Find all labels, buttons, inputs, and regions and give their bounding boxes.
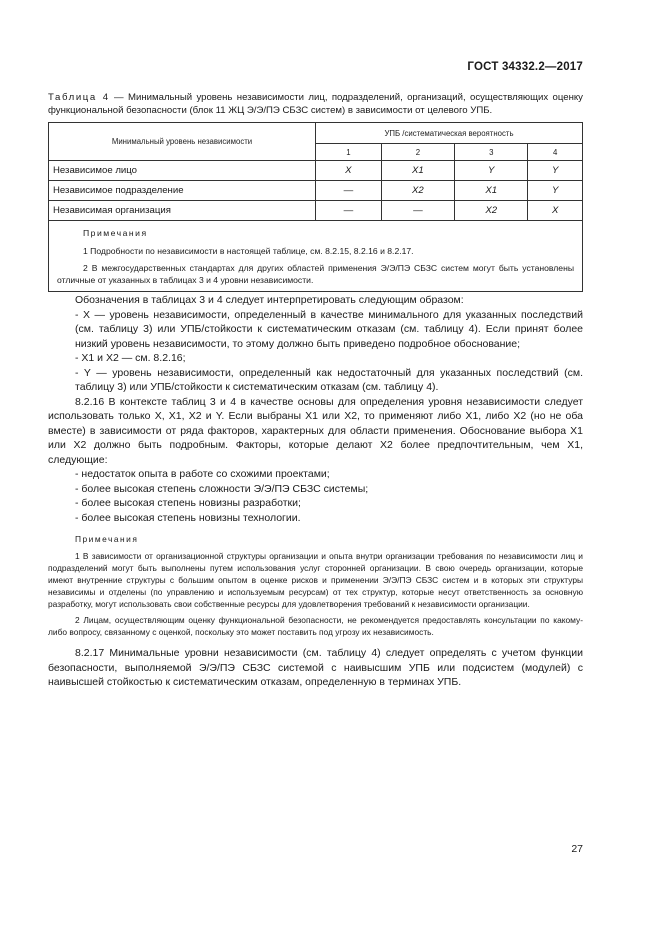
col-number-1: 1 — [316, 144, 382, 161]
factor-item: - более высокая степень сложности Э/Э/ПЭ СБЗС системы; — [75, 482, 369, 495]
definition-x1-x2: - X1 и X2 — см. 8.2.16; — [75, 352, 186, 364]
table-cell: — — [316, 201, 382, 221]
table-notes-title: Примечания — [83, 228, 148, 238]
note-2: 2 Лицам, осуществляющим оценку функциональной безопасности, не рекомендуется предоставлять консультации по какому-либо вопросу, связанному с оценкой, поскольку это может поставить под угрозу их независимость. — [48, 615, 583, 637]
factor-item: - недостаток опыта в работе со схожими проектами; — [75, 468, 330, 480]
standard-header: ГОСТ 34332.2—2017 — [467, 61, 583, 73]
table-cell: Y — [528, 161, 583, 181]
table-note-2: 2 В межгосударственных стандартах для других областей применения Э/Э/ПЭ СБЗС систем могут быть установлены отличные от указанных в таблицах 3 и 4 уровни независимости. — [57, 263, 574, 285]
table-cell: X1 — [381, 161, 454, 181]
table-notes — [49, 221, 583, 292]
header-min-level: Минимальный уровень независимости — [49, 123, 316, 161]
row-label: Независимая организация — [49, 201, 316, 221]
header-upb-group: УПБ /систематическая вероятность — [316, 123, 583, 144]
table-cell: X1 — [455, 181, 528, 201]
table-cell: X2 — [455, 201, 528, 221]
table-cell: X — [316, 161, 382, 181]
independence-table — [48, 122, 583, 292]
notes-title: Примечания — [75, 534, 139, 544]
table-cell: X2 — [381, 181, 454, 201]
note-1: 1 В зависимости от организационной структуры организации и опыта внутри организации требования по независимости лиц и подразделений могут быть выполнены путем использования услуг сторонней организации. В свою очередь организации, которые имеют внутренние структуры с большим опытом в оценке рисков и применении Э/Э/ПЭ СБЗС систем и в которых эти структуры независимы и отделены (по управлению и используемым ресурсам) от тех структур, которые несут ответственность за основную разработку, могут использовать свои собственные ресурсы для удовлетворения требований к независимости организации. — [48, 551, 583, 609]
definition-y: - Y — уровень независимости, определенный как недостаточный для указанных последствий (см. таблицу 3) или УПБ/стойкости к систематическим отказам (см. таблицу 4). — [75, 366, 583, 393]
row-label: Независимое подразделение — [49, 181, 316, 201]
table-row — [49, 181, 583, 201]
page-number: 27 — [571, 843, 583, 855]
intro-paragraph: Обозначения в таблицах 3 и 4 следует интерпретировать следующим образом: — [75, 294, 464, 306]
table-cell: — — [381, 201, 454, 221]
table-caption — [48, 92, 583, 117]
table-caption-text: — Минимальный уровень независимости лиц, подразделений, организаций, осуществляющих оценку функциональной безопасности (блок 11 ЖЦ Э/Э/ПЭ СБЗС систем) в зависимости от целевого УПБ. — [48, 92, 583, 116]
notes-block — [48, 533, 583, 638]
definition-x: - X — уровень независимости, определенный в качестве минимального для указанных последствий (см. таблицу 3) или УПБ/стойкости к систематическим отказам (см. таблицу 4). Если принят более низкий уровень независимости, то этому должно быть приведено подробное обоснование; — [75, 308, 583, 350]
table-cell: X — [528, 201, 583, 221]
table-cell: Y — [528, 181, 583, 201]
body-text — [48, 293, 583, 690]
table-cell: Y — [455, 161, 528, 181]
table-note-1: 1 Подробности по независимости в настоящей таблице, см. 8.2.15, 8.2.16 и 8.2.17. — [83, 246, 414, 256]
paragraph-8-2-17: 8.2.17 Минимальные уровни независимости (см. таблицу 4) следует определять с учетом функции безопасности, выполняемой Э/Э/ПЭ СБЗС системой с наивысшим УПБ или подсистем (модулей) с наивысшей стойкостью к систематическим отказам, определенную в терминах УПБ. — [48, 647, 583, 688]
row-label: Независимое лицо — [49, 161, 316, 181]
col-number-4: 4 — [528, 144, 583, 161]
col-number-2: 2 — [381, 144, 454, 161]
factor-item: - более высокая степень новизны разработки; — [75, 497, 301, 509]
table-row — [49, 201, 583, 221]
col-number-3: 3 — [455, 144, 528, 161]
factor-item: - более высокая степень новизны технологии. — [75, 511, 301, 524]
table-row — [49, 161, 583, 181]
table-caption-prefix: Таблица 4 — [48, 92, 110, 103]
table-cell: — — [316, 181, 382, 201]
paragraph-8-2-16: 8.2.16 В контексте таблиц 3 и 4 в качестве основы для определения уровня независимости следует использовать только X, X1, X2 и Y. Если выбраны X1 или X2, то применяют либо X1, либо X2 (но не оба вместе) в зависимости от ряда факторов, характерных для области применения. Обоснование выбора X1 или X2 должно быть подробным. Факторы, которые делают X2 более предпочтительным, чем X1, следующие: — [48, 395, 583, 466]
